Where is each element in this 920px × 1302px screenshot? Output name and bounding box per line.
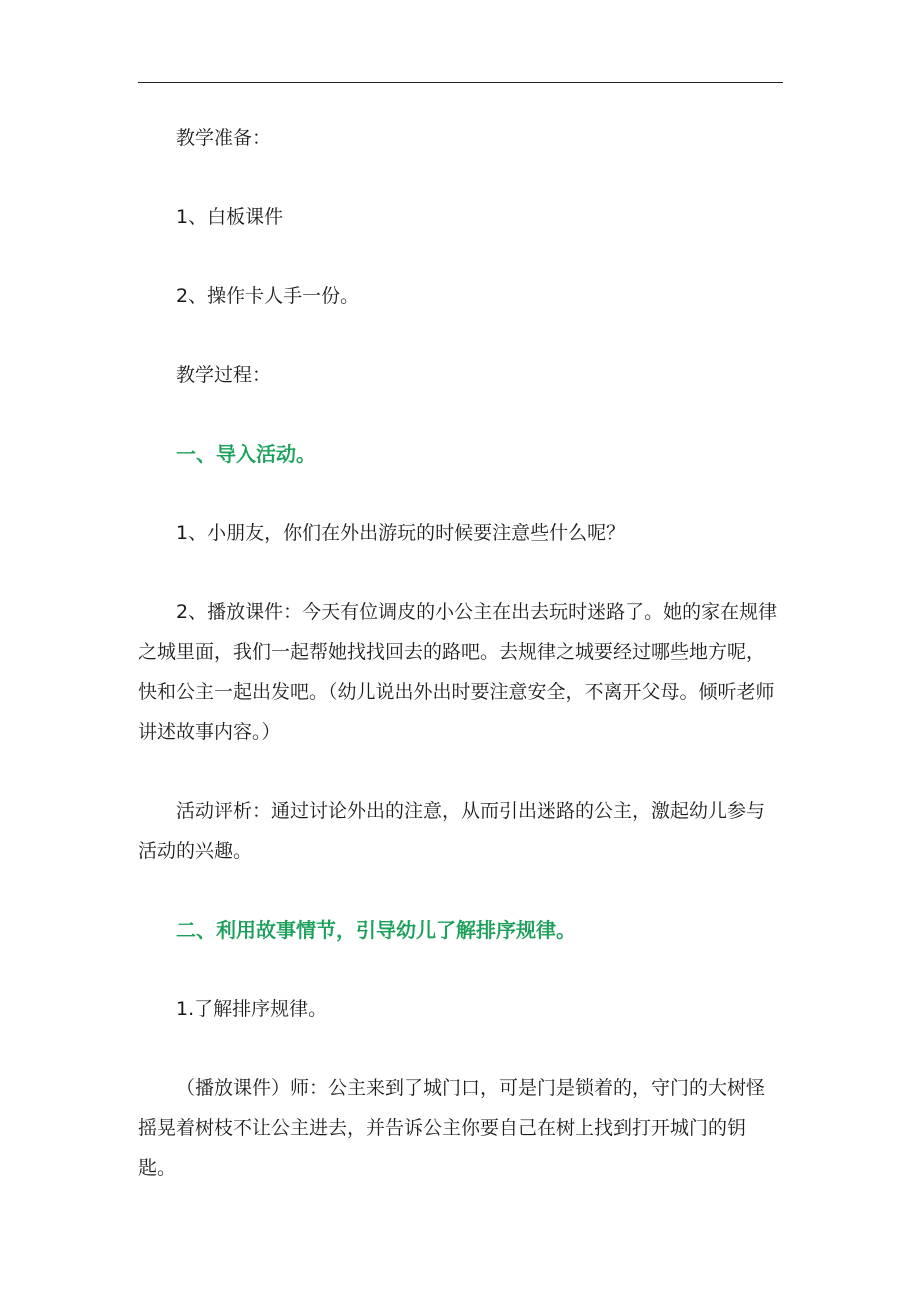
section-2-paragraph-1: 1.了解排序规律。 xyxy=(176,998,328,1020)
prep-item-1: 1、白板课件 xyxy=(176,206,284,228)
prep-item-2: 2、操作卡人手一份。 xyxy=(176,285,360,307)
section-1-paragraph-1: 1、小朋友，你们在外出游玩的时候要注意些什么呢？ xyxy=(176,522,626,544)
section-1-comment: 活动评析：通过讨论外出的注意，从而引出迷路的公主，激起幼儿参与活动的兴趣。 xyxy=(138,800,766,862)
header-rule xyxy=(138,82,783,83)
section-2-paragraph-2: （播放课件）师：公主来到了城门口，可是门是锁着的，守门的大树怪摇晃着树枝不让公主进去，并告诉公主你要自己在树上找到打开城门的钥匙。 xyxy=(138,1077,766,1179)
prep-title: 教学准备： xyxy=(176,127,272,149)
section-2-heading: 二、利用故事情节，引导幼儿了解排序规律。 xyxy=(176,918,576,942)
document-body xyxy=(138,118,783,1188)
process-title: 教学过程： xyxy=(176,364,272,386)
section-1-paragraph-2: 2、播放课件：今天有位调皮的小公主在出去玩时迷路了。她的家在规律之城里面，我们一起帮她找找回去的路吧。去规律之城要经过哪些地方呢，快和公主一起出发吧。（幼儿说出外出时要注意安全，不离开父母。倾听老师讲述故事内容。） xyxy=(138,601,778,743)
section-1-heading: 一、导入活动。 xyxy=(176,442,316,466)
